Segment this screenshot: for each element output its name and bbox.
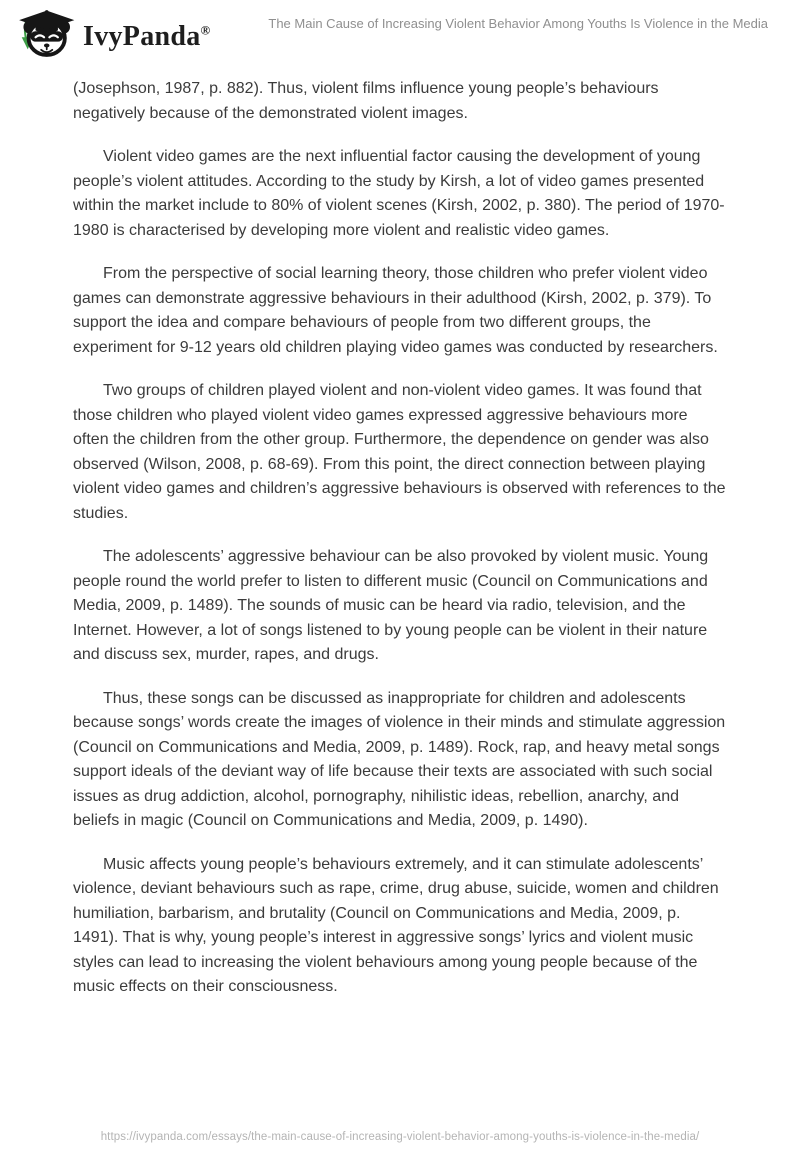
paragraph-1: (Josephson, 1987, p. 882). Thus, violent films influence young people’s behaviours negatively because of the demonstrated violent images. [73, 80, 659, 122]
document-title: The Main Cause of Increasing Violent Behavior Among Youths Is Violence in the Media [268, 16, 768, 31]
paragraph-2: Violent video games are the next influential factor causing the development of young people’s violent attitudes. According to the study by Kirsh, a lot of video games presented within the market include to 80% of violent scenes (Kirsh, 2002, p. 380). The period of 1970-1980 is characterised by developing more violent and realistic video games. [73, 148, 725, 239]
page-header [0, 0, 800, 60]
source-url: https://ivypanda.com/essays/the-main-cause-of-increasing-violent-behavior-among-youths-is-violence-in-the-media/ [100, 1131, 700, 1143]
paragraph-4: Two groups of children played violent and non-violent video games. It was found that those children who played violent video games expressed aggressive behaviours more often the children from the other group. Furthermore, the dependence on gender was also observed (Wilson, 2008, p. 68-69). From this point, the direct connection between playing violent video games and children’s aggressive behaviours is observed with references to the studies. [73, 382, 726, 522]
essay-body [73, 77, 727, 1000]
logo-text: IvyPanda [83, 21, 201, 52]
ivypanda-logo [14, 8, 211, 58]
registered-trademark-symbol: ® [200, 22, 211, 38]
logo-wordmark [83, 23, 211, 51]
panda-graduation-cap-icon [14, 8, 76, 58]
paragraph-5: The adolescents’ aggressive behaviour can be also provoked by violent music. Young people round the world prefer to listen to different music (Council on Communications and Media, 2009, p. 1489). The sounds of music can be heard via radio, television, and the Internet. However, a lot of songs listened to by young people can be violent in their nature and discuss sex, murder, rapes, and drugs. [73, 548, 709, 663]
paragraph-6: Thus, these songs can be discussed as inappropriate for children and adolescents because songs’ words create the images of violence in their minds and stimulate aggression (Council on Communications and Media, 2009, p. 1489). Rock, rap, and heavy metal songs support ideals of the deviant way of life because their texts are associated with such social issues as drug addiction, alcohol, pornography, nihilistic ideas, rebellion, anarchy, and beliefs in magic (Council on Communications and Media, 2009, p. 1490). [73, 689, 726, 829]
paragraph-7: Music affects young people’s behaviours extremely, and it can stimulate adolescents’ violence, deviant behaviours such as rape, crime, drug abuse, suicide, women and children humiliation, barbarism, and brutality (Council on Communications and Media, 2009, p. 1491). That is why, young people’s interest in aggressive songs’ lyrics and violent music styles can lead to increasing the violent behaviours among young people because of the music effects on their consciousness. [73, 855, 719, 995]
page-footer [0, 1131, 800, 1143]
cap-button [45, 10, 48, 13]
paragraph-3: From the perspective of social learning theory, those children who prefer violent video games can demonstrate aggressive behaviours in their adulthood (Kirsh, 2002, p. 379). To support the idea and compare behaviours of people from two different groups, the experiment for 9-12 years old children playing video games was conducted by researchers. [73, 265, 718, 356]
